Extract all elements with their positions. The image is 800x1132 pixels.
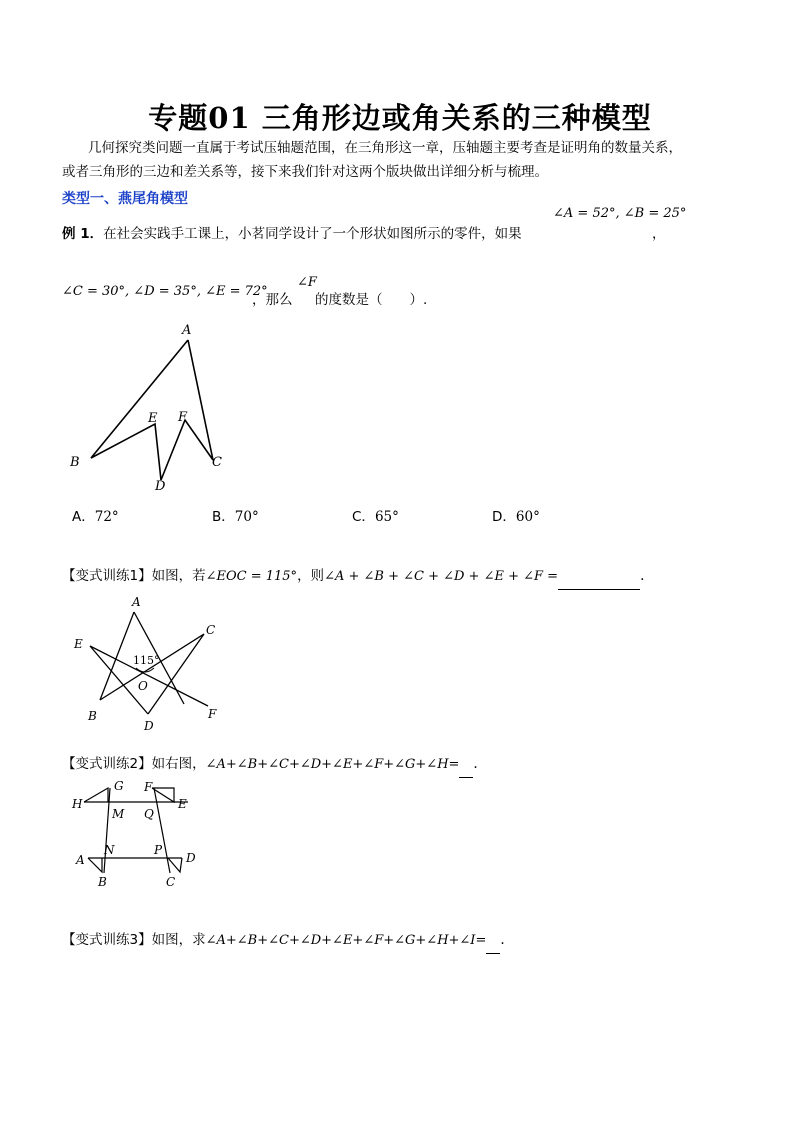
option-c-letter: C． [352,509,375,525]
example-comma: ， [652,226,666,242]
fig1-label-f: F [178,410,188,425]
example-angle-f: ∠F [297,275,317,290]
fig3-label-c: C [166,875,176,889]
fig2-label-f: F [208,707,217,721]
example-condition-1: ∠A = 52°, ∠B = 25° [553,206,687,221]
fig3-label-b: B [98,875,107,889]
intro-line-1: 几何探究类问题一直属于考试压轴题范围，在三角形这一章，压轴题主要考查是证明角的数量关系， [88,140,682,156]
fig3-label-q: Q [144,807,154,821]
option-d-value: 60° [515,509,540,525]
example-1-figure [60,318,240,498]
drill-3-expression: ∠A+∠B+∠C+∠D+∠E+∠F+∠G+∠H+∠I= [205,933,487,948]
fig1-label-d: D [155,479,166,494]
option-b[interactable] [212,505,259,525]
option-c-value: 65° [374,509,399,525]
option-c[interactable] [352,505,399,525]
drill-1-question [62,564,644,590]
fig3-label-g: G [114,779,124,793]
fig3-label-d: D [186,851,196,865]
section-heading: 类型一、燕尾角模型 [62,191,188,207]
fig3-label-n: N [104,843,115,857]
drill-3-answer-blank[interactable] [486,928,500,954]
example-label: 例 1． [62,226,104,242]
fig3-label-p: P [154,843,163,857]
fig3-label-e: E [178,797,187,811]
fig2-label-c: C [206,623,216,637]
fig2-angle-label: 115° [133,654,160,667]
fig1-label-e: E [148,411,158,426]
drill-1-label: 【变式训练1】 [62,568,152,584]
drill-1-answer-blank[interactable] [558,564,640,590]
drill-3-label: 【变式训练3】 [62,932,152,948]
option-b-value: 70° [234,509,259,525]
option-a-letter: A． [72,509,95,525]
fig1-label-b: B [70,455,80,470]
drill-1-expression: ∠A + ∠B + ∠C + ∠D + ∠E + ∠F = [324,569,559,584]
drill-1-condition: ∠EOC = 115° [205,569,298,584]
option-d[interactable] [492,505,540,525]
drill-3-question [62,928,505,954]
drill-2-question [62,752,478,778]
drill-2-text-1: 如右图， [151,756,206,772]
option-a-value: 72° [94,509,119,525]
fig1-label-a: A [182,323,192,338]
fig2-label-o: O [138,679,148,693]
fig2-label-b: B [88,709,97,723]
example-text-1: 在社会实践手工课上，小茗同学设计了一个形状如图所示的零件，如果 [103,226,522,242]
option-a[interactable] [72,505,119,525]
fig2-label-e: E [74,637,83,651]
fig1-label-c: C [212,455,222,470]
intro-line-2: 或者三角形的三边和差关系等，接下来我们针对这两个版块做出详细分析与梳理。 [62,164,548,180]
drill-2-figure [70,778,220,893]
example-condition-2: ∠C = 30°, ∠D = 35°, ∠E = 72° [62,284,268,299]
example-1-line-2 [62,280,268,299]
fig2-label-d: D [144,719,154,733]
example-1-line-1 [62,222,522,247]
example-text-3: 的度数是（ ）. [315,292,428,308]
drill-1-text-1: 如图，若 [151,568,206,584]
figure-polygon [91,340,213,480]
drill-2-end: . [473,756,478,772]
fig3-label-a: A [76,853,85,867]
drill-2-label: 【变式训练2】 [62,756,152,772]
drill-2-expression: ∠A+∠B+∠C+∠D+∠E+∠F+∠G+∠H= [205,757,460,772]
option-d-letter: D． [492,509,516,525]
fig3-label-m: M [112,807,125,821]
drill-1-figure [70,592,240,742]
fig2-label-a: A [132,595,141,609]
drill-2-answer-blank[interactable] [459,752,473,778]
drill-1-text-2: ，则 [297,568,325,584]
fig3-label-h: H [72,797,83,811]
drill-1-end: . [640,568,645,584]
example-text-2: ，那么 [252,292,293,308]
fig3-label-f: F [144,780,153,794]
drill-3-text-1: 如图，求 [151,932,206,948]
option-b-letter: B． [212,509,235,525]
drill-3-end: . [500,932,505,948]
page-title: 专题01 三角形边或角关系的三种模型 [148,101,652,135]
